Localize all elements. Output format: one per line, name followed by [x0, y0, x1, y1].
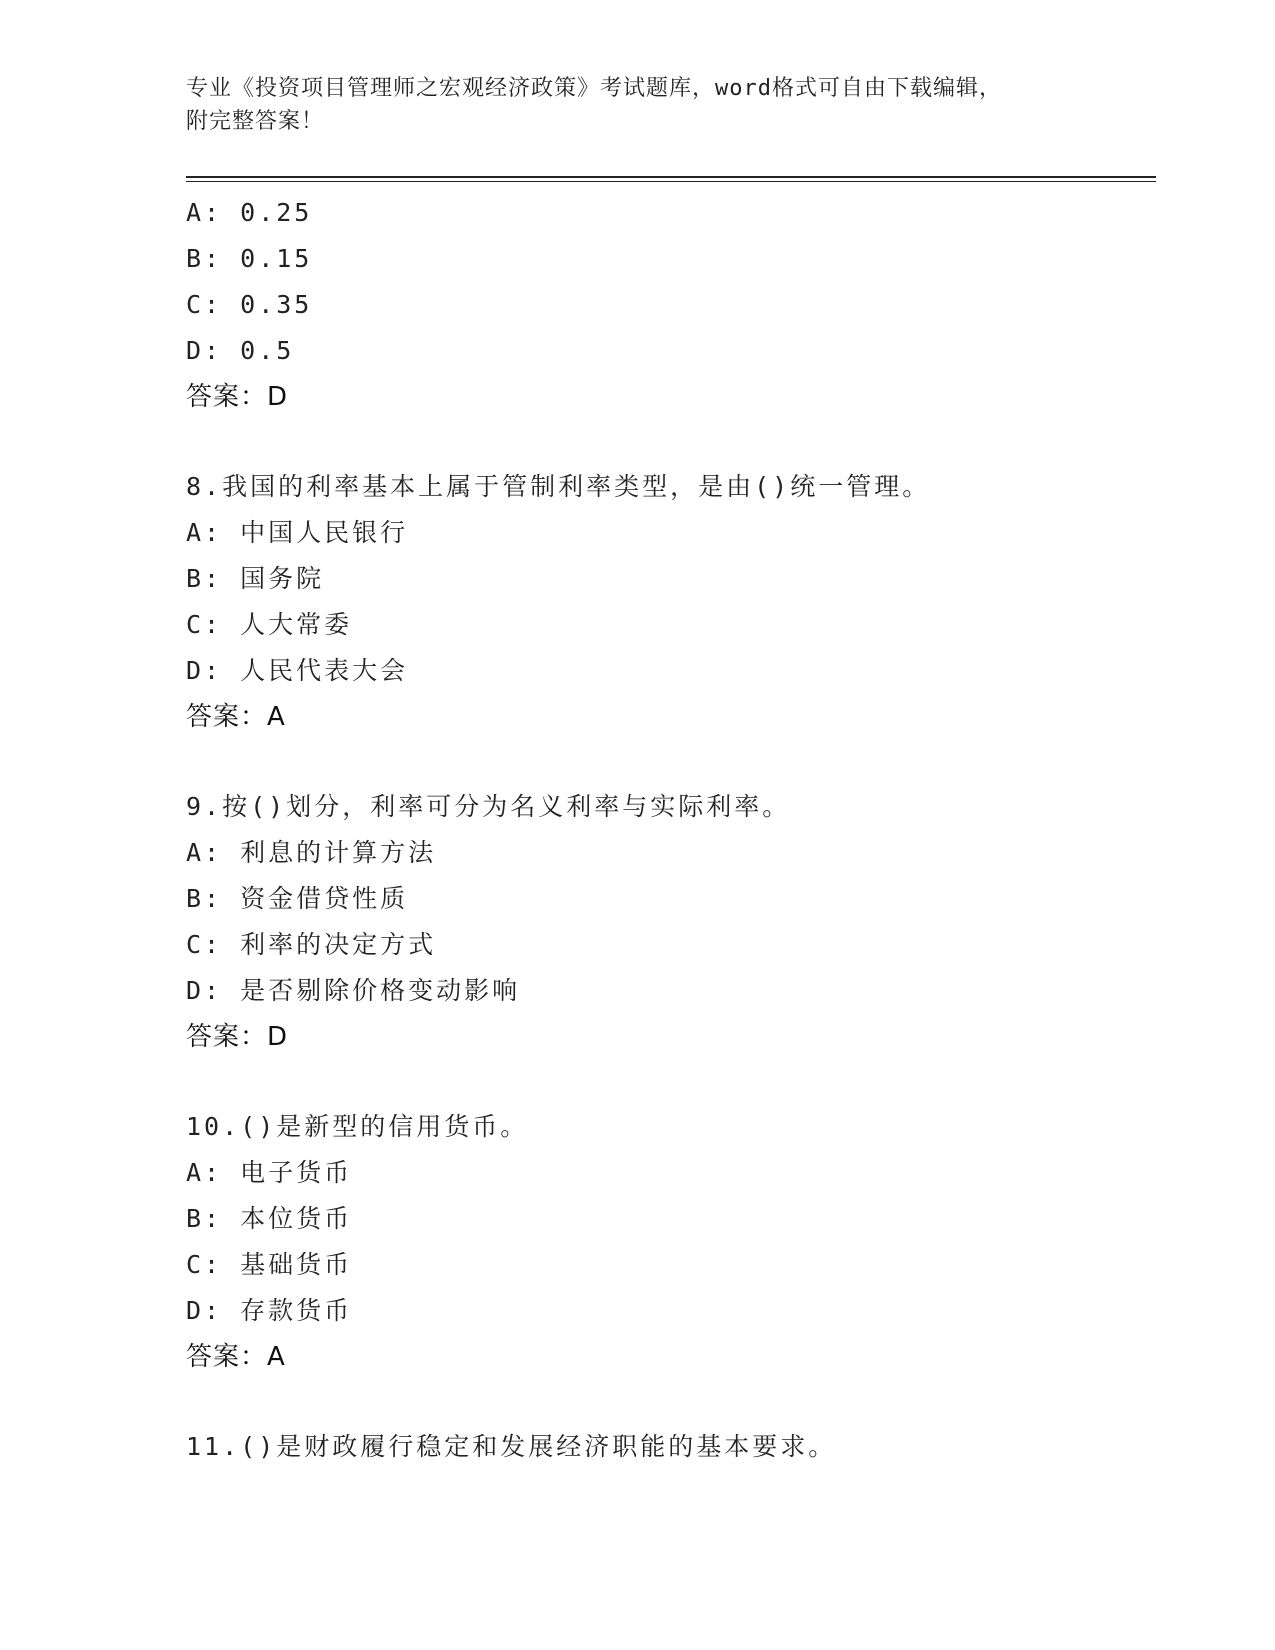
option-d: D: 存款货币: [186, 1296, 353, 1325]
option-c: C: 利率的决定方式: [186, 930, 437, 959]
option-a: A: 利息的计算方法: [186, 838, 437, 867]
header-divider-thin: [186, 181, 1156, 182]
option-c: C: 0.35: [186, 290, 313, 319]
answer-line: 答案：D: [186, 1022, 289, 1052]
question-stem: 8.我国的利率基本上属于管制利率类型，是由()统一管理。: [186, 472, 931, 501]
header-divider-thick: [186, 176, 1156, 178]
spacer: [186, 740, 1156, 784]
option-b: B: 资金借贷性质: [186, 884, 409, 913]
answer-line: 答案：D: [186, 382, 289, 412]
question-10: [186, 1104, 1156, 1380]
question-8: [186, 464, 1156, 740]
question-11: [186, 1424, 1156, 1470]
question-stem: 10.()是新型的信用货币。: [186, 1112, 529, 1141]
header-line-1: 专业《投资项目管理师之宏观经济政策》考试题库，word格式可自由下载编辑，: [186, 76, 1002, 101]
document-header: [186, 72, 1086, 138]
option-c: C: 基础货币: [186, 1250, 353, 1279]
question-list: [186, 190, 1156, 1470]
option-a: A: 0.25: [186, 198, 313, 227]
spacer: [186, 1060, 1156, 1104]
option-a: A: 中国人民银行: [186, 518, 409, 547]
answer-line: 答案：A: [186, 702, 286, 732]
question-7-continuation: [186, 190, 1156, 420]
option-b: B: 国务院: [186, 564, 325, 593]
spacer: [186, 1380, 1156, 1424]
question-stem: 9.按()划分，利率可分为名义利率与实际利率。: [186, 792, 791, 821]
option-d: D: 是否剔除价格变动影响: [186, 976, 521, 1005]
option-d: D: 人民代表大会: [186, 656, 409, 685]
question-stem: 11.()是财政履行稳定和发展经济职能的基本要求。: [186, 1432, 837, 1461]
spacer: [186, 420, 1156, 464]
option-d: D: 0.5: [186, 336, 295, 365]
question-9: [186, 784, 1156, 1060]
option-a: A: 电子货币: [186, 1158, 353, 1187]
option-b: B: 0.15: [186, 244, 313, 273]
option-b: B: 本位货币: [186, 1204, 353, 1233]
header-line-2: 附完整答案！: [186, 109, 325, 134]
answer-line: 答案：A: [186, 1342, 286, 1372]
option-c: C: 人大常委: [186, 610, 353, 639]
